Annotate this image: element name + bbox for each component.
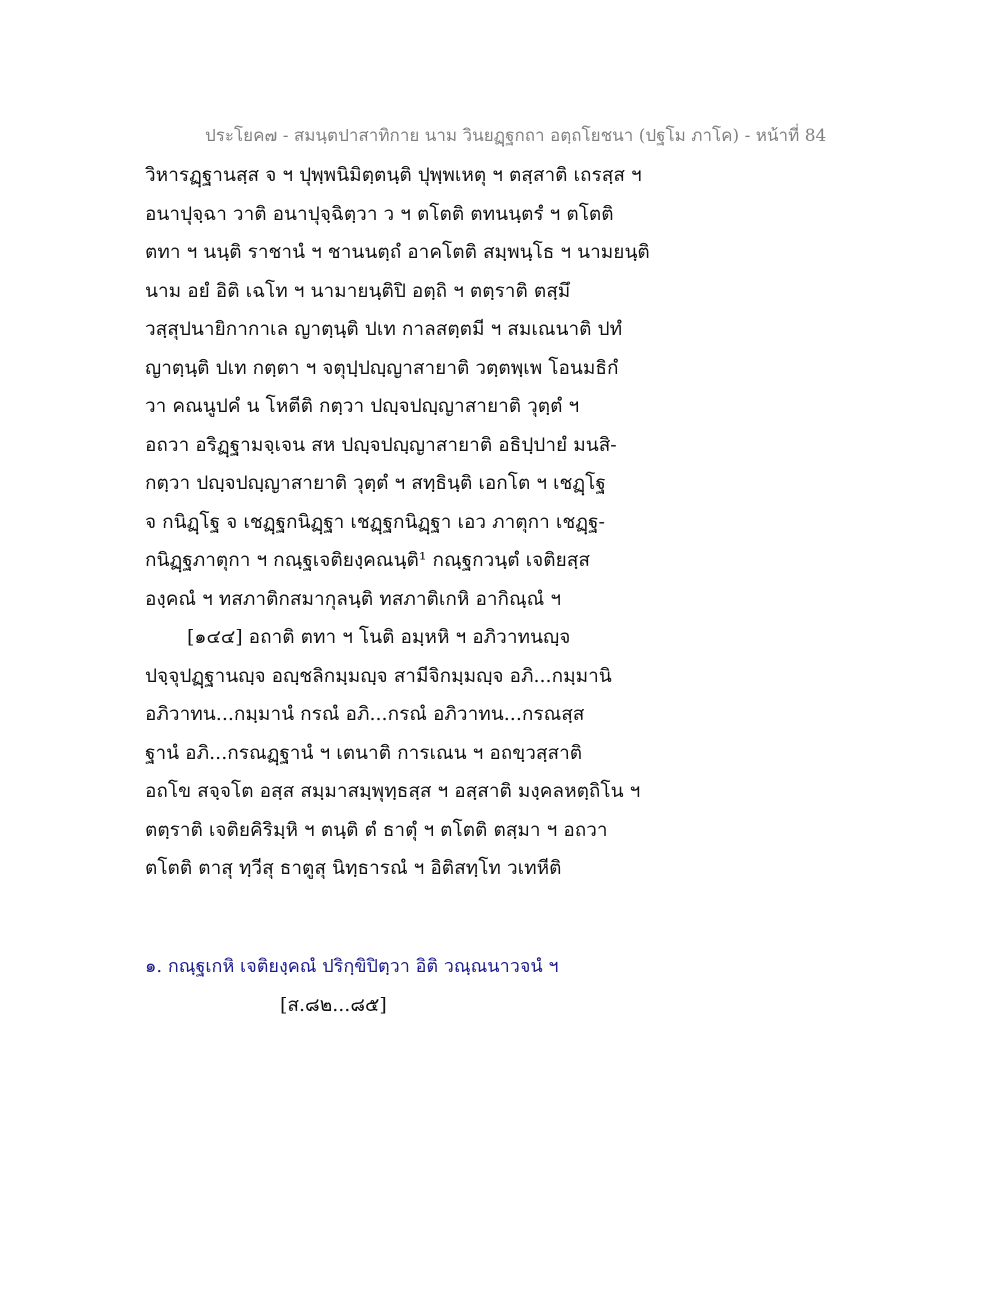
text-line: ตโตติ ตาสุ ทฺวีสุ ธาตูสุ นิทฺธารณํ ฯ อิติสทฺโท วเทหีติ xyxy=(145,857,562,879)
text-line: อถวา อริฏฺฐามจฺเจน สห ปญฺจปญฺญาสายาติ อธิปฺปายํ มนสิ- xyxy=(145,433,617,456)
running-header: ประโยค๗ - สมนฺตปาสาทิกาย นาม วินยฏฺฐกถา อตฺถโยชนา (ปฐโม ภาโค) - หน้าที่ 84 xyxy=(205,126,827,146)
body-text xyxy=(145,156,845,888)
text-line: ปจฺจุปฏฺฐานญฺจ อญฺชลิกมฺมญฺจ สามีจิกมฺมญฺจ อภิ...กมฺมานิ xyxy=(145,664,612,687)
text-line: อนาปุจฺฉา วาติ อนาปุจฺฉิตฺวา ว ฯ ตโตติ ตทนนฺตรํ ฯ ตโตติ xyxy=(145,202,614,225)
text-line: อภิวาทน...กมฺมานํ กรณํ อภิ...กรณํ อภิวาทน...กรณสฺส xyxy=(145,703,585,725)
text-line: กตฺวา ปญฺจปญฺญาสายาติ วุตฺตํ ฯ สทฺธินฺติ เอกโต ฯ เชฏฺโฐ xyxy=(145,472,606,494)
page-reference: [ส.๘๒...๘๕] xyxy=(280,994,387,1016)
text-line: วิหารฏฺฐานสฺส จ ฯ ปุพฺพนิมิตฺตนฺติ ปุพฺพเหตุ ฯ ตสฺสาติ เถรสฺส ฯ xyxy=(145,164,642,186)
text-line: นาม อยํ อิติ เฉโท ฯ นามายนฺติปิ อตฺถิ ฯ ตตฺราติ ตสฺมึ xyxy=(145,279,571,302)
text-line: ญาตฺนฺติ ปเท กตฺตา ฯ จตุปฺปญฺญาสายาติ วตฺตพฺเพ โอนมธิกํ xyxy=(145,356,619,379)
footnote: ๑. กณฺฐเกหิ เจติยงฺคณํ ปริกฺขิปิตฺวา อิติ วณฺณนาวจนํ ฯ xyxy=(145,956,559,977)
paragraph-start-line: [๑๔๔] อถาติ ตทา ฯ โนติ อมฺหหิ ฯ อภิวาทนญฺจ xyxy=(187,626,571,648)
text-line: องฺคณํ ฯ ทสภาติกสมากุลนฺติ ทสภาติเกหิ อากิณฺณํ ฯ xyxy=(145,587,561,610)
text-line: ตทา ฯ นนฺติ ราชานํ ฯ ชานนตฺถํ อาคโตติ สมฺพนฺโธ ฯ นามยนฺติ xyxy=(145,241,650,263)
text-line: อถโข สจฺจโต อสฺส สมฺมาสมฺพุทฺธสฺส ฯ อสฺสาติ มงฺคลหตฺถิโน ฯ xyxy=(145,780,641,802)
text-line: วสฺสุปนายิกากาเล ญาตฺนฺติ ปเท กาลสตฺตมี ฯ สมเณนาติ ปทํ xyxy=(145,318,623,340)
text-line: กนิฏฺฐภาตุกา ฯ กณฺฐเจติยงฺคณนฺติ¹ กณฺฐกวนฺตํ เจติยสฺส xyxy=(145,549,590,571)
text-line: ตตฺราติ เจติยคิริมฺหิ ฯ ตนฺติ ตํ ธาตุํ ฯ ตโตติ ตสฺมา ฯ อถวา xyxy=(145,818,608,841)
text-line: ฐานํ อภิ...กรณฏฺฐานํ ฯ เตนาติ การเณน ฯ อถขฺวสฺสาติ xyxy=(145,741,583,764)
text-line: จ กนิฏฺโฐ จ เชฏฺฐกนิฏฺฐา เชฏฺฐกนิฏฺฐา เอว ภาตุกา เชฏฺฐ- xyxy=(145,510,605,533)
text-line: วา คณนูปคํ น โหตีติ กตฺวา ปญฺจปญฺญาสายาติ วุตฺตํ ฯ xyxy=(145,395,580,417)
